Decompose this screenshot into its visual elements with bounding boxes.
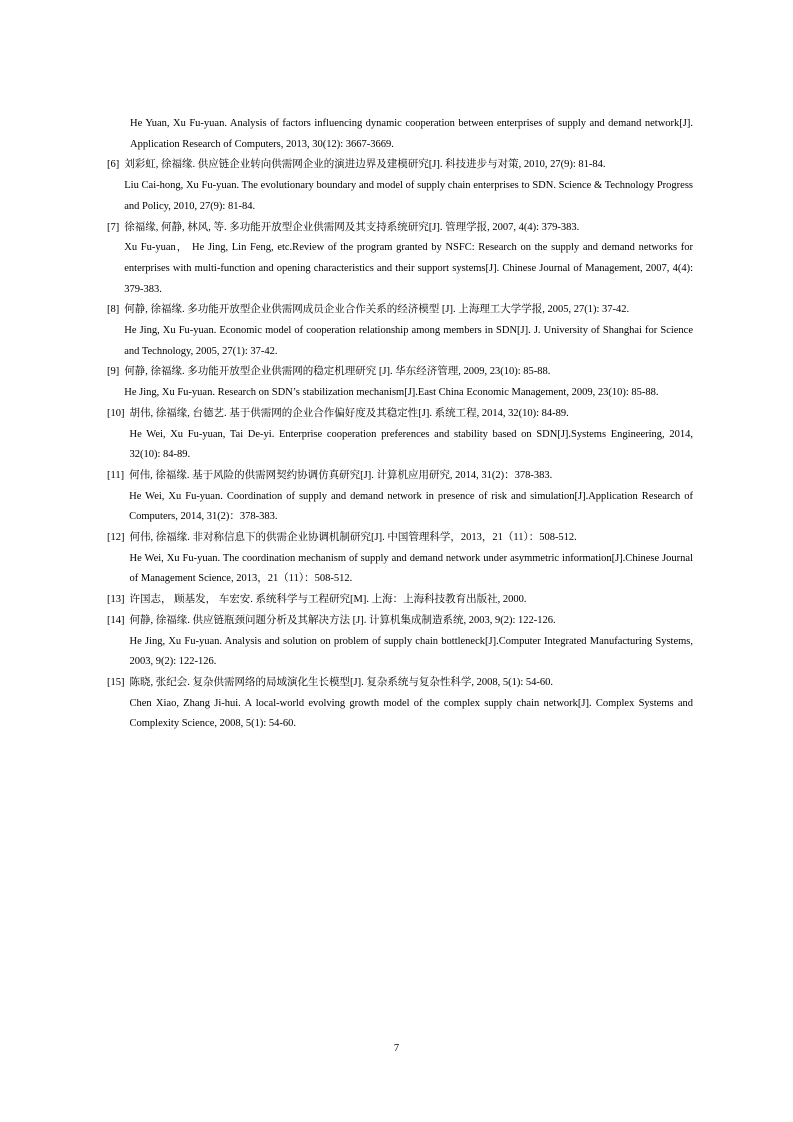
reference-chinese: 何伟, 徐福缘. 基于风险的供需网契约协调仿真研究[J]. 计算机应用研究, 2014, 31(2)：378-383.	[129, 469, 553, 481]
reference-number: [11]	[107, 469, 125, 481]
reference-chinese: 何静, 徐福缘. 供应链瓶颈问题分析及其解决方法 [J]. 计算机集成制造系统, 2003, 9(2): 122-126.	[129, 614, 556, 626]
reference-english: Xu Fu-yuan， He Jing, Lin Feng, etc.Review of the program granted by NSFC: Research on the supply and demand networks for enterprises with multi-function and opening characteristics and their support systems[J]. Chinese Journal of Management, 2007, 4(4): 379-383.	[124, 242, 693, 295]
reference-english: He Wei, Xu Fu-yuan. The coordination mechanism of supply and demand network under asymmetric information[J].Chinese Journal of Management Science, 2013，21（11）：508-512.	[129, 552, 693, 585]
reference-item	[107, 466, 693, 528]
reference-number: [14]	[107, 614, 125, 626]
reference-item	[107, 155, 693, 217]
reference-number: [13]	[107, 594, 125, 606]
reference-english: He Jing, Xu Fu-yuan. Research on SDN’s stabilization mechanism[J].East China Economic Management, 2009, 23(10): 85-88.	[124, 387, 659, 399]
reference-number: [8]	[107, 304, 120, 316]
reference-item	[107, 362, 693, 403]
reference-body	[129, 466, 693, 528]
reference-chinese: 胡伟, 徐福缘, 台德艺. 基于供需网的企业合作偏好度及其稳定性[J]. 系统工程, 2014, 32(10): 84-89.	[129, 407, 569, 419]
reference-chinese: 刘彩虹, 徐福缘. 供应链企业转向供需网企业的演进边界及建模研究[J]. 科技进步与对策, 2010, 27(9): 81-84.	[124, 159, 606, 171]
reference-item	[107, 673, 693, 735]
reference-chinese: 许国志， 顾基发， 车宏安. 系统科学与工程研究[M]. 上海：上海科技教育出版社, 2000.	[129, 594, 527, 606]
reference-body	[124, 362, 693, 403]
reference-chinese: 陈晓, 张纪会. 复杂供需网络的局域演化生长模型[J]. 复杂系统与复杂性科学, 2008, 5(1): 54-60.	[129, 676, 553, 688]
reference-number: [15]	[107, 676, 125, 688]
reference-english: Liu Cai-hong, Xu Fu-yuan. The evolutionary boundary and model of supply chain enterprises to SDN. Science & Technology Progress and Policy, 2010, 27(9): 81-84.	[124, 180, 693, 212]
reference-chinese: 何静, 徐福缘. 多功能开放型企业供需网的稳定机理研究 [J]. 华东经济管理, 2009, 23(10): 85-88.	[124, 366, 551, 378]
reference-item	[107, 218, 693, 301]
reference-body	[124, 300, 693, 362]
reference-english: He Yuan, Xu Fu-yuan. Analysis of factors influencing dynamic cooperation between enterprises of supply and demand network[J]. Application Research of Computers, 2013, 30(12): 3667-3669.	[130, 118, 693, 150]
page-number: 7	[393, 1043, 400, 1054]
reference-body	[124, 218, 693, 301]
reference-chinese: 何静, 徐福缘. 多功能开放型企业供需网成员企业合作关系的经济模型 [J]. 上海理工大学学报, 2005, 27(1): 37-42.	[124, 304, 630, 316]
reference-body	[124, 155, 693, 217]
reference-english: He Jing, Xu Fu-yuan. Analysis and solution on problem of supply chain bottleneck[J].Computer Integrated Manufacturing Systems, 2003, 9(2): 122-126.	[129, 635, 693, 668]
reference-number: [7]	[107, 221, 120, 233]
reference-list	[107, 114, 693, 735]
reference-item	[107, 114, 693, 155]
reference-number: [6]	[107, 159, 120, 171]
reference-english: He Jing, Xu Fu-yuan. Economic model of cooperation relationship among members in SDN[J]. J. University of Shanghai for Science and Technology, 2005, 27(1): 37-42.	[124, 325, 693, 357]
reference-body	[130, 590, 694, 611]
reference-body	[130, 673, 694, 735]
reference-body	[130, 611, 694, 673]
reference-item	[107, 528, 693, 590]
reference-chinese: 何伟, 徐福缘. 非对称信息下的供需企业协调机制研究[J]. 中国管理科学，2013，21（11）：508-512.	[129, 532, 577, 544]
reference-number: [12]	[107, 532, 125, 544]
reference-body	[107, 114, 693, 155]
reference-english: He Wei, Xu Fu-yuan, Tai De-yi. Enterprise cooperation preferences and stability based on SDN[J].Systems Engineering, 2014, 32(10): 84-89.	[129, 428, 693, 461]
reference-number: [10]	[107, 407, 125, 419]
reference-body	[130, 404, 694, 466]
reference-item	[107, 590, 693, 611]
reference-chinese: 徐福缘, 何静, 林风, 等. 多功能开放型企业供需网及其支持系统研究[J]. 管理学报, 2007, 4(4): 379-383.	[124, 221, 580, 233]
reference-item	[107, 300, 693, 362]
reference-number: [9]	[107, 366, 120, 378]
reference-english: Chen Xiao, Zhang Ji-hui. A local-world evolving growth model of the complex supply chain network[J]. Complex Systems and Complexity Science, 2008, 5(1): 54-60.	[129, 697, 693, 730]
reference-body	[130, 528, 694, 590]
reference-english: He Wei, Xu Fu-yuan. Coordination of supply and demand network in presence of risk and simulation[J].Application Research of Computers, 2014, 31(2)：378-383.	[129, 490, 693, 523]
reference-item	[107, 611, 693, 673]
reference-item	[107, 404, 693, 466]
